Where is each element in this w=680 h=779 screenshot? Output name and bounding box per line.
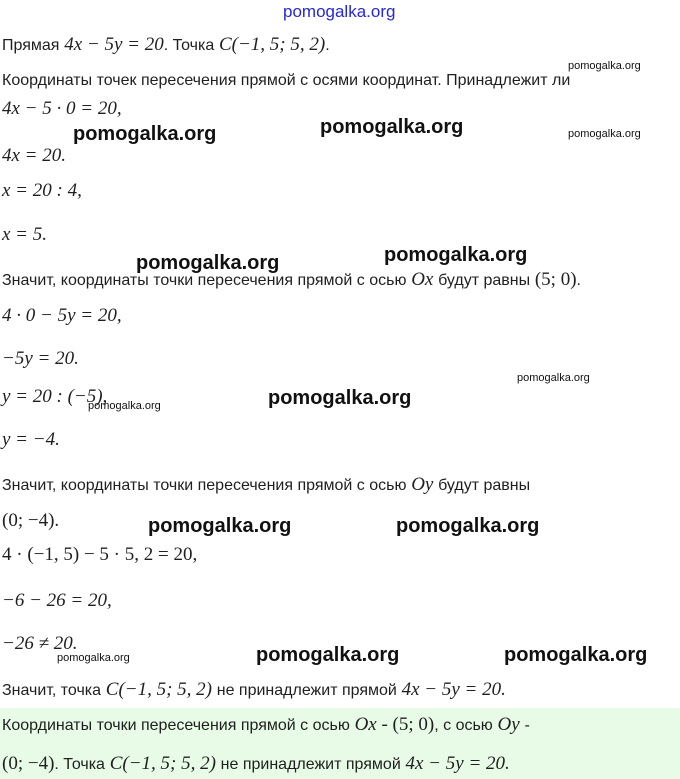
answer-axis-x: Ox <box>354 714 377 735</box>
watermark: pomogalka.org <box>136 252 280 274</box>
watermark: pomogalka.org <box>504 644 648 666</box>
watermark: pomogalka.org <box>268 387 412 409</box>
solution-ox-line-1: 4x − 5 · 0 = 20, <box>2 98 122 119</box>
statement-equation: 4x − 5y = 20 <box>64 34 164 55</box>
solution-ox-line-3: x = 20 : 4, <box>2 180 82 201</box>
watermark: pomogalka.org <box>568 60 641 72</box>
conclusion-ox-value: (5; 0) <box>534 269 577 290</box>
watermark: pomogalka.org <box>88 400 161 412</box>
statement-point-label: . Точка <box>163 37 215 54</box>
conclusion-ox <box>2 269 581 292</box>
conclusion-point-mid: не принадлежит прямой <box>216 682 397 699</box>
statement-suffix: . <box>325 37 330 54</box>
answer-point: C(−1, 5; 5, 2) <box>109 753 216 774</box>
conclusion-oy-value: (0; −4). <box>2 510 60 531</box>
statement-prefix: Прямая <box>2 37 60 54</box>
conclusion-ox-axis: Ox <box>411 269 434 290</box>
solution-oy-line-4: y = −4. <box>2 429 60 450</box>
check-line-2: −6 − 26 = 20, <box>2 590 112 611</box>
statement-point: C(−1, 5; 5, 2) <box>218 34 326 55</box>
task-text: Координаты точек пересечения прямой с осями координат. Принадлежит ли <box>2 72 571 89</box>
watermark: pomogalka.org <box>396 515 540 537</box>
conclusion-point-line: 4x − 5y = 20. <box>401 679 506 700</box>
conclusion-oy <box>2 474 530 497</box>
answer-text-3: . Точка <box>54 756 105 773</box>
solution-oy-line-3: y = 20 : (−5), <box>2 386 108 407</box>
watermark: pomogalka.org <box>384 244 528 266</box>
answer-axis-y: Oy <box>497 714 520 735</box>
conclusion-point-text: Значит, точка <box>2 682 102 699</box>
solution-ox-line-4: x = 5. <box>2 224 48 245</box>
watermark: pomogalka.org <box>57 652 130 664</box>
conclusion-oy-mid: будут равны <box>438 477 531 494</box>
answer-text-2: , с осью <box>434 717 493 734</box>
conclusion-ox-mid: будут равны <box>438 272 531 289</box>
conclusion-ox-text: Значит, координаты точки пересечения прямой с осью <box>2 272 407 289</box>
conclusion-ox-end: . <box>576 272 581 289</box>
conclusion-point <box>2 679 506 702</box>
answer-line-eq: 4x − 5y = 20. <box>405 753 510 774</box>
problem-statement <box>2 34 330 57</box>
solution-oy-line-2: −5y = 20. <box>2 348 79 369</box>
answer-text-1: Координаты точки пересечения прямой с осью <box>2 717 350 734</box>
watermark: pomogalka.org <box>256 644 400 666</box>
header-watermark: pomogalka.org <box>283 2 396 21</box>
answer-line-2 <box>2 753 510 776</box>
conclusion-oy-axis: Oy <box>411 474 434 495</box>
answer-box <box>0 708 680 779</box>
watermark: pomogalka.org <box>517 372 590 384</box>
watermark: pomogalka.org <box>73 123 217 145</box>
check-line-3: −26 ≠ 20. <box>2 633 78 654</box>
solution-oy-line-1: 4 · 0 − 5y = 20, <box>2 305 122 326</box>
answer-text-4: не принадлежит прямой <box>220 756 401 773</box>
answer-line-1 <box>2 714 530 737</box>
watermark: pomogalka.org <box>320 116 464 138</box>
answer-val-x: - (5; 0) <box>381 714 435 735</box>
answer-val-y: (0; −4) <box>2 753 55 774</box>
check-line-1: 4 · (−1, 5) − 5 · 5, 2 = 20, <box>2 544 198 565</box>
conclusion-oy-text: Значит, координаты точки пересечения прямой с осью <box>2 477 407 494</box>
solution-ox-line-2: 4x = 20. <box>2 145 67 166</box>
answer-dash: - <box>524 717 530 734</box>
conclusion-point-point: C(−1, 5; 5, 2) <box>105 679 213 700</box>
watermark: pomogalka.org <box>148 515 292 537</box>
watermark: pomogalka.org <box>568 128 641 140</box>
